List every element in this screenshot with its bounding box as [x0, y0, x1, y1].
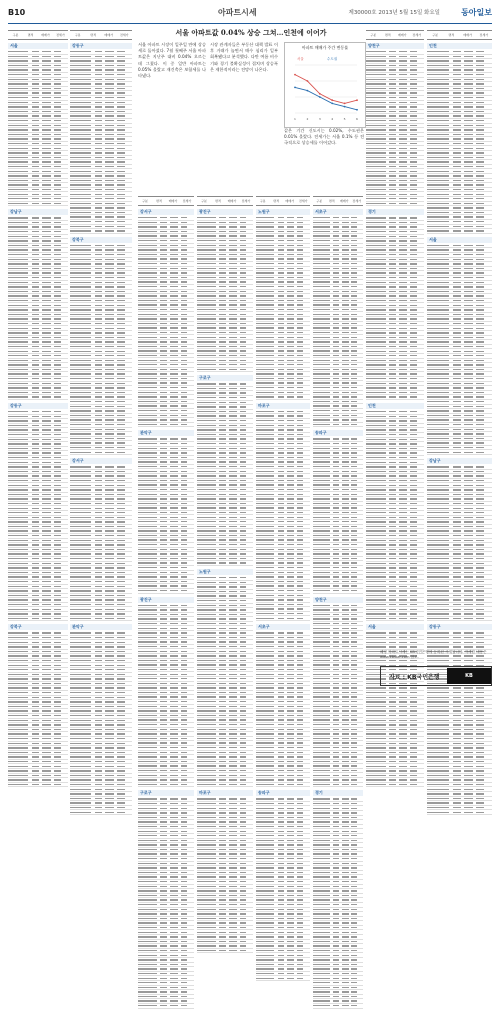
- series-point: [294, 87, 296, 89]
- series-point: [331, 99, 333, 101]
- series-point: [307, 90, 309, 92]
- region-heading: 서울: [427, 237, 492, 243]
- region-heading: 경기: [366, 209, 424, 215]
- region-heading: 강서구: [138, 209, 194, 215]
- price-row: [256, 976, 310, 981]
- chart-plot: [289, 53, 361, 123]
- column-header-label: 매매가: [339, 199, 349, 203]
- column-header-label: 구분: [201, 199, 207, 203]
- series-point: [356, 99, 358, 101]
- region-heading: 강서구: [70, 458, 132, 464]
- price-row: [313, 423, 363, 428]
- column-header-label: 전세가: [352, 199, 362, 203]
- column-header-label: 면적: [27, 33, 34, 37]
- price-row: [197, 368, 253, 373]
- region-heading: 인천: [427, 43, 492, 49]
- series-line: [295, 87, 357, 109]
- price-row: [138, 783, 194, 788]
- column-header-label: 매매가: [227, 199, 237, 203]
- column-header-label: 구분: [259, 199, 266, 203]
- region-heading: 양천구: [366, 43, 424, 49]
- column-header-label: 구분: [74, 33, 81, 37]
- column-header-label: 전세가: [298, 199, 308, 203]
- column-header: [70, 30, 132, 40]
- price-row: [8, 617, 68, 622]
- series-point: [294, 74, 296, 76]
- column-header-label: 구분: [316, 199, 323, 203]
- article-col-1: 서울 아파트 시장이 일주일 만에 상승세로 돌아섰다. 7월 첫째주 서울 아파트값은 지난주 대비 0.04% 오르는 데 그쳤다. 이 중 일반 아파트는 0.05% 올랐고 재건축은 보합세를 나타냈다.: [138, 42, 206, 79]
- series-point: [356, 109, 358, 111]
- region-heading: 경기: [313, 790, 363, 796]
- region-heading: 광진구: [138, 597, 194, 603]
- region-heading: 강남구: [427, 458, 492, 464]
- price-row: [8, 395, 68, 400]
- column-header: [138, 196, 194, 206]
- region-heading: 노원구: [197, 569, 253, 575]
- column-header-label: 전세가: [182, 199, 192, 203]
- source-label: 자료 : KB국민은행: [389, 673, 440, 681]
- series-point: [344, 103, 346, 105]
- region-heading: 서울: [366, 624, 424, 630]
- region-heading: 서울: [8, 43, 68, 49]
- region-heading: 송파구: [313, 430, 363, 436]
- column-header: [313, 196, 363, 206]
- price-column: [427, 30, 492, 642]
- trend-chart: [284, 42, 366, 128]
- region-heading: 광진구: [197, 209, 253, 215]
- price-row: [138, 423, 194, 428]
- region-heading: 인천: [366, 403, 424, 409]
- price-column: [70, 30, 132, 658]
- price-column: [313, 196, 363, 796]
- column-header-label: 면적: [448, 33, 455, 37]
- price-column: [197, 196, 253, 796]
- column-header-label: 구분: [12, 33, 19, 37]
- price-row: [8, 783, 68, 788]
- x-tick-label: 2: [306, 117, 309, 121]
- page-header: [8, 6, 492, 20]
- price-row: [256, 783, 310, 788]
- legend-label: 수도권: [327, 57, 338, 61]
- column-header-label: 구분: [432, 33, 439, 37]
- price-row: [197, 783, 253, 788]
- price-column: [138, 196, 194, 796]
- price-row: [256, 395, 310, 400]
- column-header-label: 면적: [215, 199, 221, 203]
- price-row: [313, 589, 363, 594]
- price-row: [138, 1004, 194, 1009]
- price-row: [427, 450, 492, 455]
- region-heading: 관악구: [138, 430, 194, 436]
- x-tick-label: 3: [318, 117, 321, 121]
- column-header-label: 면적: [328, 199, 335, 203]
- newspaper-name: 동아일보: [461, 8, 492, 17]
- region-heading: 마포구: [256, 403, 310, 409]
- price-row: [366, 202, 424, 207]
- source-box: [380, 666, 492, 686]
- kb-logo: KB: [447, 668, 491, 684]
- column-header-label: 구분: [142, 199, 148, 203]
- price-row: [8, 202, 68, 207]
- column-header-label: 매매가: [397, 33, 407, 37]
- region-heading: 구로구: [197, 375, 253, 381]
- legend-label: 서울: [297, 57, 304, 61]
- column-header-label: 면적: [156, 199, 162, 203]
- chart-title: 아파트 매매가 주간 변동률: [301, 45, 349, 50]
- column-header-label: 매매가: [285, 199, 295, 203]
- price-row: [197, 561, 253, 566]
- page-number: B10: [8, 8, 26, 17]
- column-header-label: 전세가: [56, 33, 65, 37]
- region-heading: 관악구: [70, 624, 132, 630]
- x-tick-label: 4: [331, 117, 334, 121]
- x-tick-label: 5: [343, 117, 346, 121]
- price-row: [197, 949, 253, 954]
- footer-note: 해당 아파트시세는 KB국민은행에 등록된 시세입니다. 자세한 내용은 www.kbstar.com 참조.: [380, 650, 487, 659]
- section-title: 아파트시세: [218, 8, 257, 17]
- x-tick-label: 6: [356, 117, 358, 121]
- price-row: [366, 617, 424, 622]
- region-heading: 강동구: [427, 624, 492, 630]
- price-column: [256, 196, 310, 796]
- column-header-label: 전세가: [241, 199, 251, 203]
- region-heading: 강동구: [70, 43, 132, 49]
- region-heading: 서초구: [313, 209, 363, 215]
- column-header-label: 구분: [370, 33, 377, 37]
- column-header-label: 전세가: [479, 33, 489, 37]
- article-headline: 서울 아파트값 0.04% 상승 그쳐…인천에 이어가: [175, 28, 327, 37]
- price-row: [70, 617, 132, 622]
- region-heading: 마포구: [197, 790, 253, 796]
- x-tick-label: 1: [294, 117, 296, 121]
- issue-date: 제30000호 2013년 5월 15일 화요일: [348, 10, 440, 16]
- region-heading: 강북구: [8, 624, 68, 630]
- series-point: [307, 80, 309, 82]
- series-point: [319, 96, 321, 98]
- price-row: [256, 616, 310, 621]
- price-column: [8, 30, 68, 658]
- header-rule: [8, 23, 492, 24]
- region-heading: 구로구: [138, 790, 194, 796]
- column-header: [427, 30, 492, 40]
- column-header: [256, 196, 310, 206]
- column-header-label: 면적: [384, 33, 391, 37]
- column-header-label: 면적: [273, 199, 280, 203]
- series-line: [295, 75, 357, 104]
- price-row: [70, 450, 132, 455]
- price-row: [70, 810, 132, 815]
- column-header: [366, 30, 424, 40]
- article: [138, 28, 364, 192]
- price-row: [313, 1004, 363, 1009]
- series-point: [331, 103, 333, 105]
- column-header: [8, 30, 68, 40]
- price-column: [366, 30, 424, 658]
- region-heading: 서초구: [256, 624, 310, 630]
- article-col-2: 시장 관계자들은 부동산 대책 발표 이후 거래가 늘면서 매수 심리가 일부 회복됐다고 분석했다. 다만 여름 비수기와 경기 불확실성이 겹치며 상승폭은 제한적이라는 전망이 나온다.: [210, 42, 278, 72]
- column-header: [197, 196, 253, 206]
- series-point: [319, 93, 321, 95]
- column-header-label: 매매가: [104, 33, 114, 37]
- region-heading: 송파구: [256, 790, 310, 796]
- price-row: [313, 783, 363, 788]
- price-row: [70, 229, 132, 234]
- price-row: [427, 810, 492, 815]
- price-row: [366, 395, 424, 400]
- price-row: [366, 783, 424, 788]
- price-row: [427, 229, 492, 234]
- price-row: [138, 589, 194, 594]
- column-header-label: 매매가: [463, 33, 472, 37]
- region-heading: 양천구: [313, 597, 363, 603]
- region-heading: 강동구: [8, 403, 68, 409]
- series-point: [344, 106, 346, 108]
- region-heading: 강남구: [8, 209, 68, 215]
- column-header-label: 전세가: [412, 33, 422, 37]
- column-header-label: 전세가: [119, 33, 129, 37]
- region-heading: 노원구: [256, 209, 310, 215]
- column-header-label: 면적: [90, 33, 97, 37]
- column-header-label: 매매가: [168, 199, 178, 203]
- column-header-label: 매매가: [41, 33, 50, 37]
- article-col-3: 같은 기간 신도시는 0.02%, 수도권은 0.01% 올랐다. 전세가는 서울 0.1% 등 전국적으로 상승세를 이어갔다.: [284, 128, 364, 146]
- price-row: [427, 617, 492, 622]
- region-heading: 강북구: [70, 237, 132, 243]
